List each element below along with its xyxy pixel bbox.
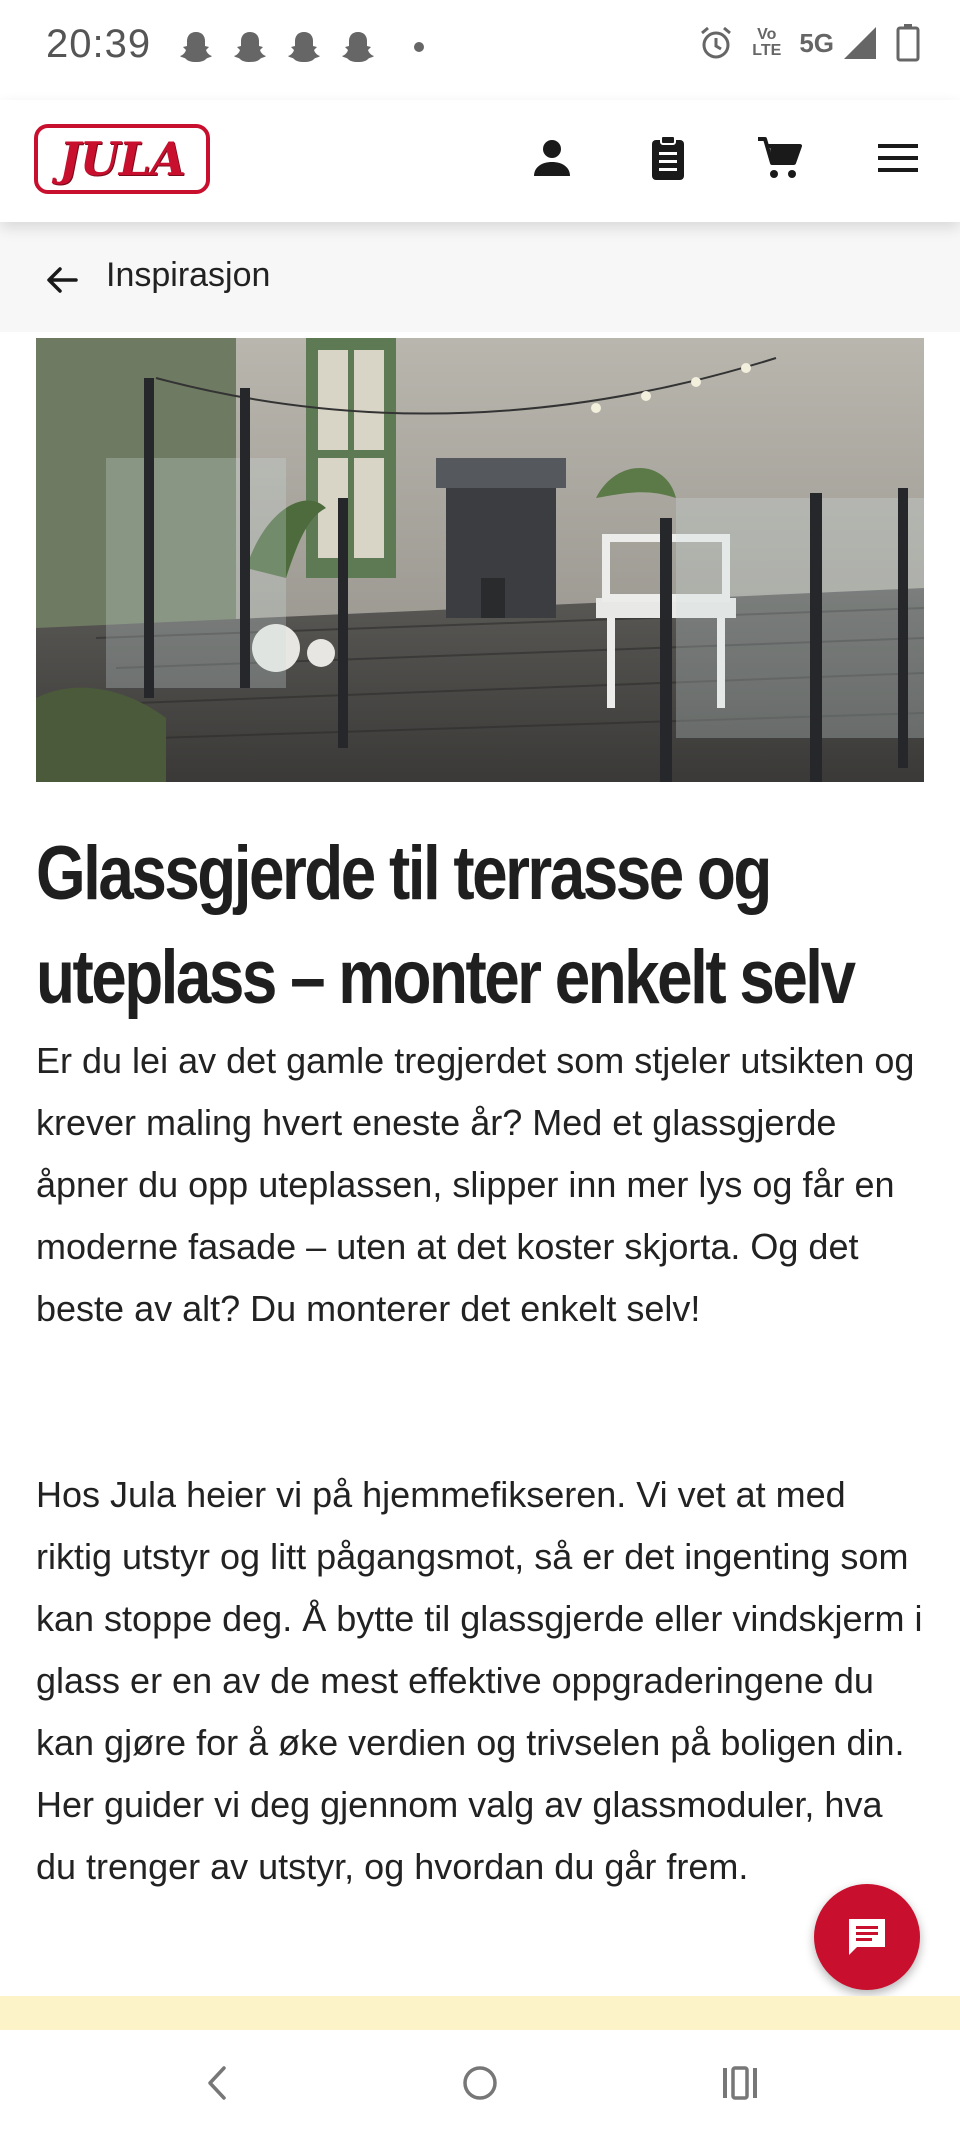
- system-nav-bar: [0, 2030, 960, 2134]
- breadcrumb[interactable]: [0, 222, 960, 332]
- battery-icon: [896, 24, 920, 62]
- chat-button[interactable]: [814, 1884, 920, 1990]
- network-type: 5G: [799, 27, 834, 58]
- app-header: [0, 100, 960, 222]
- jula-logo[interactable]: [34, 124, 210, 194]
- breadcrumb-label[interactable]: Inspirasjon: [106, 256, 271, 294]
- dot-icon: [414, 42, 424, 52]
- snapchat-icon: [342, 30, 374, 64]
- volte-bottom: LTE: [752, 42, 782, 59]
- article-body-paragraph: Hos Jula heier vi på hjemmefikseren. Vi vet at med riktig utstyr og litt pågangsmot, så er det ingenting som kan stoppe deg. Å bytte til glassgjerde eller vindskjerm i glass er en av de mest effektive oppgraderingene du kan gjøre for å øke verdien og trivselen på boligen din. Her guider vi deg gjennom valg av glassmoduler, hva du trenger av utstyr, og hvordan du går frem.: [36, 1474, 923, 1887]
- snapchat-icon: [288, 30, 320, 64]
- arrow-left-icon[interactable]: [42, 260, 82, 300]
- snapchat-icon: [234, 30, 266, 64]
- logo-text: JULA: [59, 132, 185, 186]
- snapchat-icon: [180, 30, 212, 64]
- status-time: 20:39: [46, 22, 152, 66]
- home-icon[interactable]: [453, 2056, 507, 2110]
- promo-banner-strip: [0, 1996, 960, 2030]
- chat-icon: [843, 1913, 891, 1961]
- back-icon[interactable]: [192, 2056, 246, 2110]
- menu-icon[interactable]: [874, 134, 922, 182]
- clipboard-icon[interactable]: [644, 134, 692, 182]
- account-icon[interactable]: [528, 134, 576, 182]
- terrace-photo: [36, 338, 924, 782]
- status-bar: [0, 0, 960, 100]
- cart-icon[interactable]: [756, 134, 804, 182]
- volte-top: Vo: [757, 26, 777, 43]
- volte-icon: [752, 27, 781, 59]
- article-intro-paragraph: Er du lei av det gamle tregjerdet som stjeler utsikten og krever maling hvert eneste år? Med et glassgjerde åpner du opp uteplassen, slipper inn mer lys og får en moderne fasade – uten at det koster skjorta. Og det beste av alt? Du monterer det enkelt selv!: [36, 1040, 915, 1329]
- notification-icons: [180, 30, 424, 64]
- article-title: Glassgjerde til terrasse og uteplass – monter enkelt selv: [36, 831, 854, 1020]
- recents-icon[interactable]: [713, 2056, 767, 2110]
- system-icons: [698, 24, 920, 62]
- signal-icon: [842, 25, 878, 61]
- hero-image: [36, 338, 924, 782]
- alarm-icon: [698, 25, 734, 61]
